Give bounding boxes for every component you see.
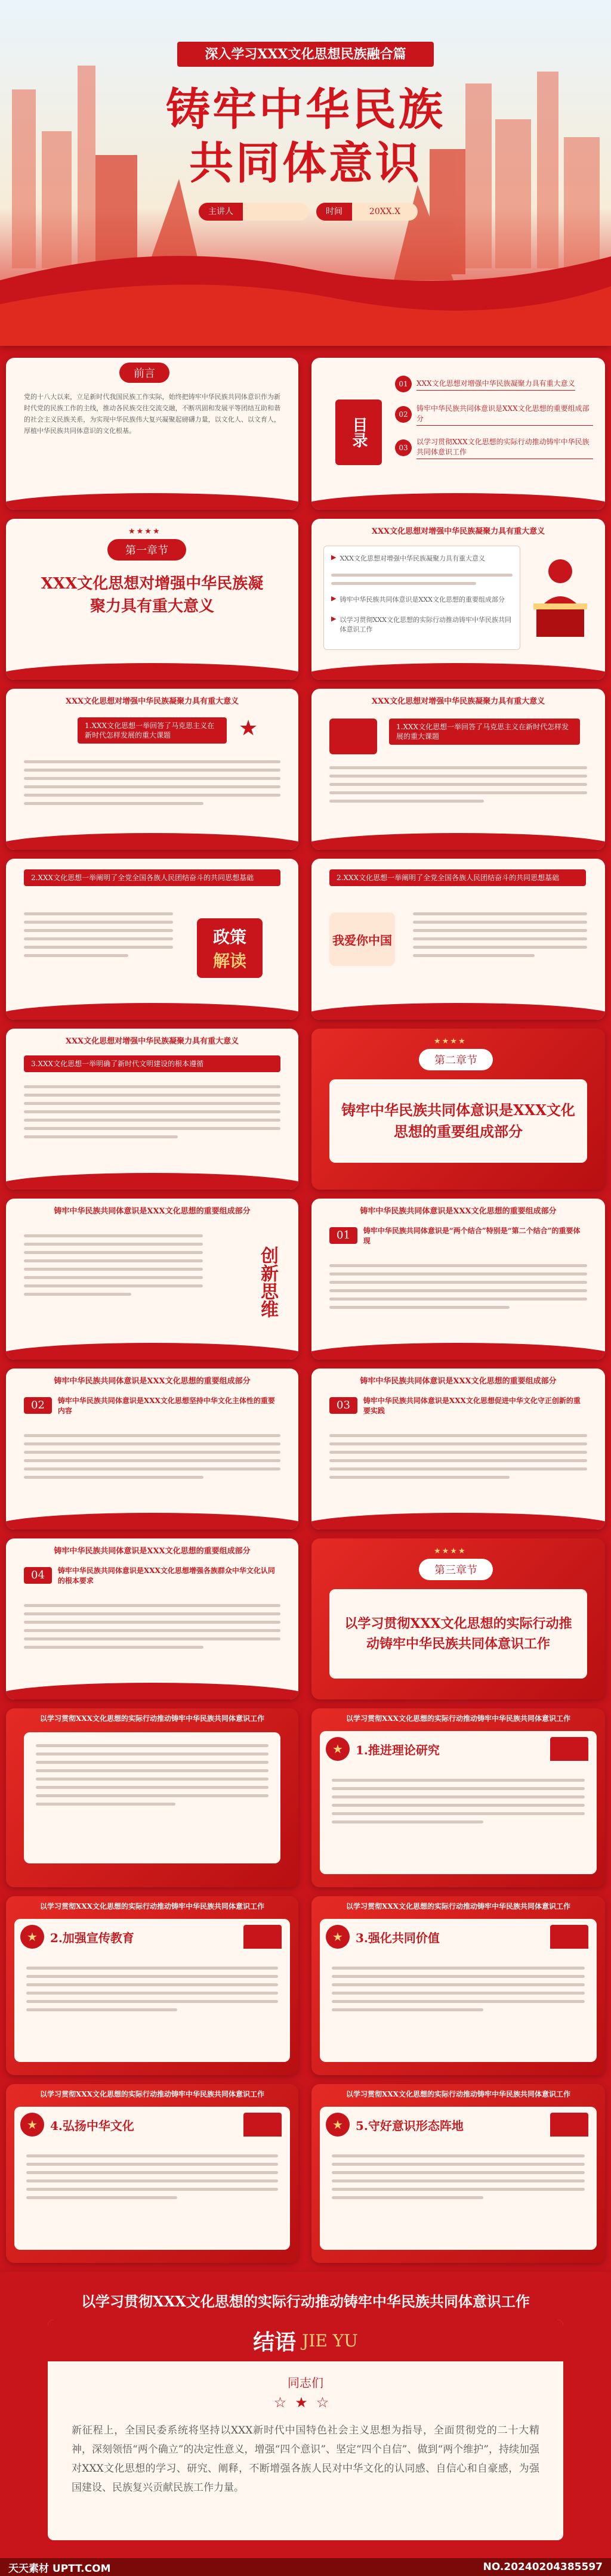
item-number: 03	[329, 1397, 357, 1414]
chapter2-slide	[311, 1029, 605, 1190]
sticker-image: 我爱你中国	[329, 912, 395, 966]
wave-decoration	[6, 833, 298, 850]
closing-header: 以学习贯彻XXX文化思想的实际行动推动铸牢中华民族共同体意识工作	[81, 2293, 530, 2310]
text-placeholder	[24, 1234, 203, 1296]
text-placeholder	[24, 912, 173, 957]
chapter3-card	[329, 1589, 587, 1679]
item-text: 铸牢中华民族共同体意识是XXX文化思想坚持中华文化主体性的重要内容	[57, 1397, 275, 1415]
closing-slide	[0, 2272, 611, 2576]
toc-item-text: XXX文化思想对增强中华民族凝聚力具有重大意义	[416, 378, 575, 391]
s7-b-slide	[6, 1896, 298, 2075]
slide-header: 以学习贯彻XXX文化思想的实际行动推动铸牢中华民族共同体意识工作	[40, 2090, 264, 2098]
toc-item[interactable]	[395, 403, 593, 426]
action-card	[320, 1919, 597, 2062]
point-badge: 1.XXX文化思想一举回答了马克思主义在新时代怎样发展的重大课题	[78, 717, 227, 744]
chapter-stars: ★★★★	[434, 1547, 467, 1556]
numbered-item	[329, 1225, 587, 1246]
party-emblem-icon: ★	[326, 1925, 350, 1949]
point-badge: 2.XXX文化思想一举阐明了全党全国各族人民团结奋斗的共同思想基础	[24, 869, 280, 886]
action-head	[326, 1737, 440, 1761]
preface-tag: 前言	[119, 363, 169, 383]
s6-slide	[6, 1538, 298, 1699]
speaker-podium-illustration	[527, 555, 593, 644]
slide-header: XXX文化思想对增强中华民族凝聚力具有重大意义	[65, 697, 239, 706]
action-head	[20, 1925, 134, 1949]
s4-left-slide	[6, 1199, 298, 1360]
wave-decoration	[311, 833, 605, 850]
text-placeholder	[331, 574, 513, 585]
watermark-left: 天天素材 UPTT.COM	[8, 2562, 111, 2575]
cover-slide	[0, 0, 611, 346]
wave-decoration	[311, 663, 605, 680]
s5-left-slide	[6, 1368, 298, 1530]
point-badge: 3.XXX文化思想一举明确了新时代文明建设的根本遵循	[24, 1055, 280, 1072]
action-title: 2.加强宣传教育	[50, 1930, 134, 1945]
chapter-stars: ★★★★	[128, 527, 161, 536]
numbered-item	[24, 1565, 280, 1586]
slide-header: 铸牢中华民族共同体意识是XXX文化思想的重要组成部分	[54, 1207, 251, 1216]
point-item: ▶ 铸牢中华民族共同体意识是XXX文化思想的重要组成部分	[331, 595, 505, 603]
s7-a-slide	[311, 1708, 605, 1887]
closing-greeting: 同志们	[288, 2376, 323, 2390]
wave-decoration	[6, 1513, 298, 1530]
toc-item-num: 03	[395, 439, 412, 456]
slide-header: 铸牢中华民族共同体意识是XXX文化思想的重要组成部分	[54, 1547, 251, 1556]
slide-title: XXX文化思想对增强中华民族凝聚力具有重大意义	[371, 527, 545, 536]
chapter1-title: XXX文化思想对增强中华民族凝聚力具有重大意义	[41, 575, 264, 615]
chapter3-slide	[311, 1538, 605, 1699]
slide-header: 以学习贯彻XXX文化思想的实际行动推动铸牢中华民族共同体意识工作	[346, 2090, 570, 2098]
closing-card	[48, 2320, 563, 2540]
slide-header: XXX文化思想对增强中华民族凝聚力具有重大意义	[371, 697, 545, 706]
point-badge: 2.XXX文化思想一举阐明了全党全国各族人民团结奋斗的共同思想基础	[329, 869, 586, 886]
cover-subtitle: 深入学习XXX文化思想民族融合篇	[177, 42, 434, 67]
action-card	[320, 2107, 597, 2250]
text-placeholder	[26, 1967, 278, 2011]
time-label: 时间	[316, 203, 352, 221]
wave-decoration	[6, 663, 298, 680]
toc-item-num: 01	[395, 376, 412, 392]
item-number: 02	[24, 1397, 52, 1414]
closing-text: 新征程上，全国民委系统将坚持以XXX新时代中国特色社会主义思想为指导，全面贯彻党的二十大精神，深刻领悟“两个确立”的决定性意义，增强“四个意识”、坚定“四个自信”、做到“两个维护”，持续加强对XXX文化思想的学习、研究、阐释，不断增强各族人民对中华文化的认同感、自信心和自豪感，为强国建设、民族复兴贡献民族工作力量。	[72, 2425, 539, 2494]
wave-decoration	[6, 493, 298, 510]
text-placeholder	[329, 766, 587, 803]
slide-header: 以学习贯彻XXX文化思想的实际行动推动铸牢中华民族共同体意识工作	[40, 1714, 264, 1723]
chapter1-slide	[6, 519, 298, 680]
toc-item-text: 铸牢中华民族共同体意识是XXX文化思想的重要组成部分	[416, 403, 593, 426]
wave-decoration	[311, 1003, 605, 1020]
toc-item[interactable]	[395, 376, 593, 392]
wave-decoration	[6, 1003, 298, 1020]
text-placeholder	[332, 2154, 585, 2199]
chevron-right-icon: ▶	[331, 595, 337, 602]
closing-title-bar	[48, 2320, 563, 2361]
tiananmen-icon	[243, 1925, 282, 1949]
tiananmen-icon	[550, 1925, 588, 1949]
tiananmen-icon	[243, 2113, 282, 2137]
s2-right-slide	[311, 859, 605, 1020]
points-panel	[323, 546, 520, 650]
slide-header: XXX文化思想对增强中华民族凝聚力具有重大意义	[65, 1037, 239, 1046]
content-card	[24, 1732, 280, 1863]
s5-right-slide	[311, 1368, 605, 1530]
s2-left-slide	[6, 859, 298, 1020]
party-emblem-icon: ★	[20, 2113, 44, 2137]
wave-decoration	[6, 1683, 298, 1699]
tiananmen-icon	[550, 1737, 588, 1761]
s4-right-slide	[311, 1199, 605, 1360]
chapter-stars: ★★★★	[434, 1037, 467, 1046]
wave-decoration	[6, 1173, 298, 1190]
toc-item-text: 以学习贯彻XXX文化思想的实际行动推动铸牢中华民族共同体意识工作	[416, 436, 593, 459]
text-placeholder	[36, 1744, 269, 1806]
wave-decoration	[6, 1343, 298, 1360]
calligraphy-image: 创新思维	[257, 1246, 278, 1318]
s7-c-slide	[311, 1896, 605, 2075]
text-placeholder	[24, 1434, 280, 1479]
party-emblem-icon: ★	[326, 1737, 350, 1761]
text-placeholder	[329, 1434, 587, 1479]
party-emblem-icon: ★	[20, 1925, 44, 1949]
numbered-item	[329, 1395, 587, 1416]
chapter2-card	[329, 1079, 587, 1163]
party-emblem-icon: ★	[326, 2113, 350, 2137]
wave-decoration	[311, 1513, 605, 1530]
chapter3-title: 以学习贯彻XXX文化思想的实际行动推动铸牢中华民族共同体意识工作	[344, 1616, 572, 1652]
numbered-item	[24, 1395, 280, 1416]
item-text: 铸牢中华民族共同体意识是XXX文化思想增强各族群众中华文化认同的根本要求	[57, 1566, 275, 1585]
s7-intro-slide	[6, 1708, 298, 1887]
chapter3-tag: 第三章节	[419, 1559, 493, 1580]
chevron-right-icon: ▶	[331, 553, 337, 561]
tiananmen-icon	[550, 2113, 588, 2137]
slide-header: 以学习贯彻XXX文化思想的实际行动推动铸牢中华民族共同体意识工作	[346, 1902, 570, 1911]
text-placeholder	[24, 1085, 280, 1138]
slide-header: 以学习贯彻XXX文化思想的实际行动推动铸牢中华民族共同体意识工作	[40, 1902, 264, 1911]
s1-left-slide	[6, 689, 298, 850]
watermark-right: NO.20240204385597	[483, 2561, 603, 2573]
point-item: ▶ XXX文化思想对增强中华民族凝聚力具有重大意义	[331, 553, 485, 562]
action-title: 1.推进理论研究	[356, 1742, 440, 1757]
text-placeholder	[24, 1604, 280, 1649]
slide-header: 铸牢中华民族共同体意识是XXX文化思想的重要组成部分	[360, 1377, 557, 1386]
item-number: 04	[24, 1567, 52, 1584]
lantern-image	[329, 719, 377, 754]
slide-header: 铸牢中华民族共同体意识是XXX文化思想的重要组成部分	[360, 1207, 557, 1216]
wave-decoration	[311, 493, 605, 510]
preface-text: 党的十八大以来，立足新时代我国民族工作实际，始终把铸牢中华民族共同体意识作为新时代党的民族工作的主线，推动各民族交往交流交融，不断巩固和发展平等团结互助和谐的社会主义民族关系，为实现中华民族伟大复兴凝聚起磅礴力量，以文化人、以文育人，厚植中华民族共同体意识的文化根基。	[24, 393, 280, 435]
wave-decoration	[311, 1343, 605, 1360]
chapter2-tag: 第二章节	[419, 1049, 493, 1070]
ch1-points-slide	[311, 519, 605, 680]
toc-label: 目录	[335, 400, 382, 465]
chapter1-tag: 第一章节	[107, 539, 186, 561]
toc-list	[395, 376, 593, 459]
s3-slide	[6, 1029, 298, 1190]
s1-right-slide	[311, 689, 605, 850]
time-value: 20XX.X	[352, 203, 418, 221]
speaker-field	[243, 203, 308, 221]
action-title: 5.守好意识形态阵地	[356, 2118, 464, 2133]
chapter2-title: 铸牢中华民族共同体意识是XXX文化思想的重要组成部分	[341, 1101, 575, 1140]
toc-slide	[311, 358, 605, 510]
text-placeholder	[332, 1967, 585, 2011]
cover-title-line2: 共同体意识	[189, 138, 422, 189]
point-item: ▶ 以学习贯彻XXX文化思想的实际行动推动铸牢中华民族共同体意识工作	[331, 615, 511, 633]
action-card	[14, 2107, 290, 2250]
s7-e-slide	[311, 2084, 605, 2263]
policy-stamp: 政策 解读	[197, 918, 263, 978]
text-placeholder	[26, 2154, 278, 2199]
item-text: 铸牢中华民族共同体意识是XXX文化思想促进中华文化守正创新的重要实践	[363, 1397, 581, 1415]
text-placeholder	[24, 760, 280, 805]
watermark-bar	[0, 2558, 611, 2576]
toc-item-num: 02	[395, 406, 412, 423]
s7-d-slide	[6, 2084, 298, 2263]
closing-title-py: JIE YU	[302, 2330, 358, 2351]
text-placeholder	[332, 1779, 585, 1823]
action-title: 4.弘扬中华文化	[50, 2118, 134, 2133]
closing-title-cn: 结语	[253, 2329, 297, 2355]
point-badge: 1.XXX文化思想一举回答了马克思主义在新时代怎样发展的重大课题	[389, 719, 580, 745]
text-placeholder	[329, 1264, 587, 1309]
slide-header: 以学习贯彻XXX文化思想的实际行动推动铸牢中华民族共同体意识工作	[346, 1714, 570, 1723]
action-title: 3.强化共同价值	[356, 1930, 440, 1945]
toc-item[interactable]	[395, 436, 593, 459]
item-text: 铸牢中华民族共同体意识是“两个结合”特别是“第二个结合”的重要体现	[363, 1227, 581, 1245]
action-card	[14, 1919, 290, 2062]
star-icon: ★	[239, 716, 258, 741]
action-head	[326, 1925, 440, 1949]
preface-slide	[6, 358, 298, 510]
item-number: 01	[329, 1227, 357, 1244]
star-divider: ☆★☆	[273, 2394, 338, 2411]
chevron-right-icon: ▶	[331, 615, 337, 623]
action-head	[326, 2113, 464, 2137]
text-placeholder	[413, 912, 587, 957]
speaker-label: 主讲人	[199, 203, 243, 221]
action-card	[320, 1731, 597, 1874]
action-head	[20, 2113, 134, 2137]
cover-title-line1: 铸牢中华民族	[166, 84, 445, 135]
slide-header: 铸牢中华民族共同体意识是XXX文化思想的重要组成部分	[54, 1377, 251, 1386]
